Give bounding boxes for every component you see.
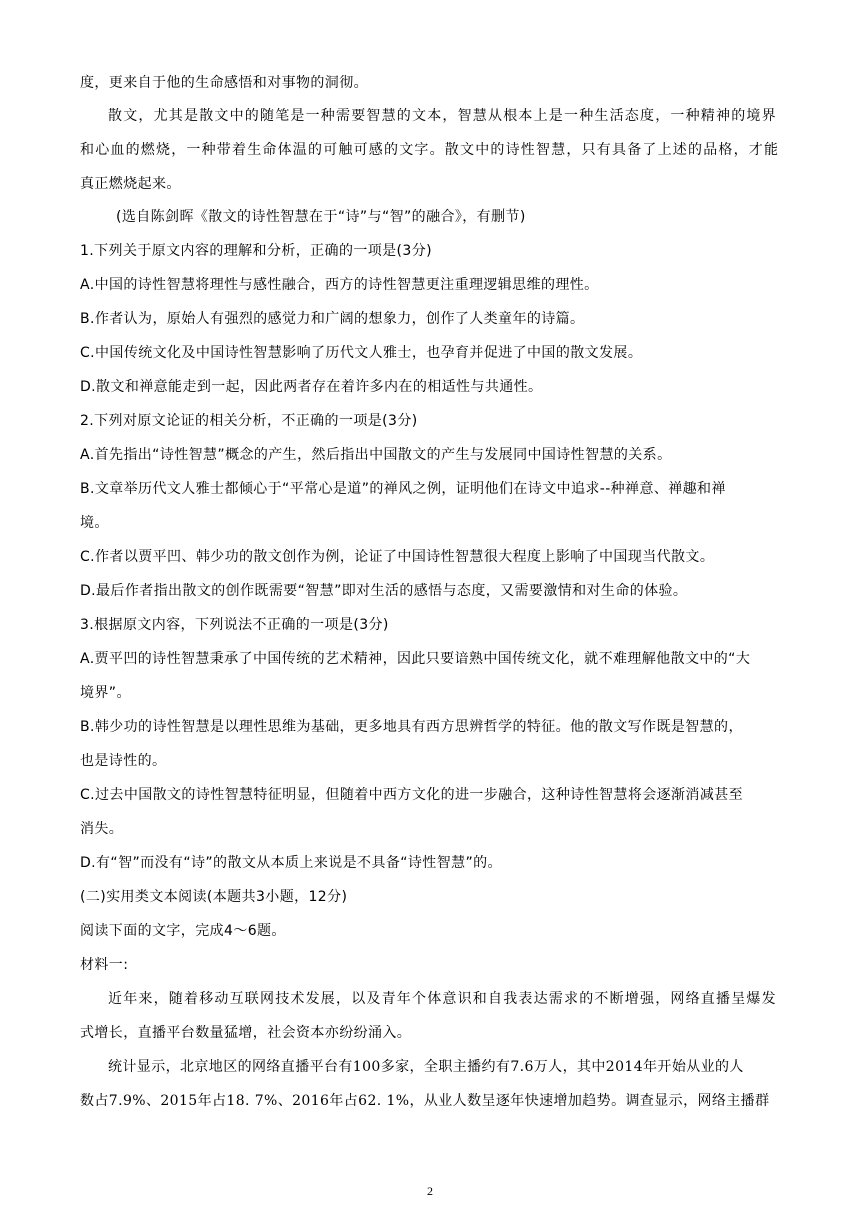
answer-option: A.中国的诗性智慧将理性与感性融合，西方的诗性智慧更注重理逻辑思维的理性。 — [80, 277, 599, 293]
answer-option: B.文章举历代文人雅士都倾心于“平常心是道”的禅风之例，证明他们在诗文中追求--种禅意、禅趣和禅 — [80, 481, 726, 497]
answer-option: D.有“智”而没有“诗”的散文从本质上来说是不具备“诗性智慧”的。 — [80, 855, 502, 871]
question-stem: 2.下列对原文论证的相关分析，不正确的一项是(3分) — [80, 413, 418, 429]
answer-option: C.中国传统文化及中国诗性智慧影响了历代文人雅士，也孕育并促进了中国的散文发展。 — [80, 345, 643, 361]
answer-option: A.首先指出“诗性智慧”概念的产生，然后指出中国散文的产生与发展同中国诗性智慧的关系。 — [80, 447, 672, 463]
answer-option: C.过去中国散文的诗性智慧特征明显，但随着中西方文化的进一步融合，这种诗性智慧将会逐渐消减甚至 — [80, 787, 744, 803]
source-citation: (选自陈剑晖《散文的诗性智慧在于“诗”与“智”的融合》，有删节) — [116, 209, 526, 225]
answer-option: A.贾平凹的诗性智慧秉承了中国传统的艺术精神，因此只要谙熟中国传统文化，就不难理解他散文中的“大 — [80, 651, 751, 667]
passage-line: 和心血的燃烧，一种带着生命体温的可触可感的文字。散文中的诗性智慧，只有具备了上述的品格，才能 — [80, 142, 780, 158]
answer-option-continuation: 境。 — [80, 515, 109, 531]
passage-line: 散文，尤其是散文中的随笔是一种需要智慧的文本，智慧从根本上是一种生活态度，一种精神的境界 — [108, 108, 777, 124]
answer-option-continuation: 也是诗性的。 — [80, 753, 167, 769]
answer-option: C.作者以贾平凹、韩少功的散文创作为例，论证了中国诗性智慧很大程度上影响了中国现当代散文。 — [80, 549, 715, 565]
material-paragraph-line: 统计显示，北京地区的网络直播平台有100多家，全职主播约有7.6万人，其中2014年开始从业的人 — [108, 1059, 744, 1075]
passage-line: 度，更来自于他的生命感悟和对事物的洞彻。 — [80, 75, 368, 91]
material-label: 材料一: — [80, 957, 129, 973]
material-paragraph-line: 式增长，直播平台数量猛增，社会资本亦纷纷涌入。 — [80, 1025, 412, 1041]
passage-line: 真正燃烧起来。 — [80, 176, 181, 192]
material-paragraph-line: 近年来，随着移动互联网技术发展，以及青年个体意识和自我表达需求的不断增强，网络直播呈爆发 — [108, 991, 777, 1007]
material-paragraph-line: 数占7.9%、2015年占18. 7%、2016年占62. 1%，从业人数呈逐年快速增加趋势。调查显示，网络主播群 — [80, 1093, 770, 1109]
answer-option-continuation: 消失。 — [80, 821, 124, 837]
section-heading: (二)实用类文本阅读(本题共3小题，12分) — [80, 889, 348, 905]
instruction-text: 阅读下面的文字，完成4～6题。 — [80, 923, 286, 939]
answer-option: D.最后作者指出散文的创作既需要“智慧”即对生活的感悟与态度，又需要激情和对生命的体验。 — [80, 583, 688, 599]
question-stem: 1.下列关于原文内容的理解和分析，正确的一项是(3分) — [80, 243, 432, 259]
answer-option-continuation: 境界”。 — [80, 685, 131, 701]
answer-option: D.散文和禅意能走到一起，因此两者存在着许多内在的相适性与共通性。 — [80, 379, 543, 395]
question-stem: 3.根据原文内容，下列说法不正确的一项是(3分) — [80, 617, 389, 633]
page-number: 2 — [427, 1184, 433, 1198]
answer-option: B.作者认为，原始人有强烈的感觉力和广阔的想象力，创作了人类童年的诗篇。 — [80, 311, 585, 327]
answer-option: B.韩少功的诗性智慧是以理性思维为基础，更多地具有西方思辨哲学的特征。他的散文写作既是智慧的， — [80, 719, 743, 735]
